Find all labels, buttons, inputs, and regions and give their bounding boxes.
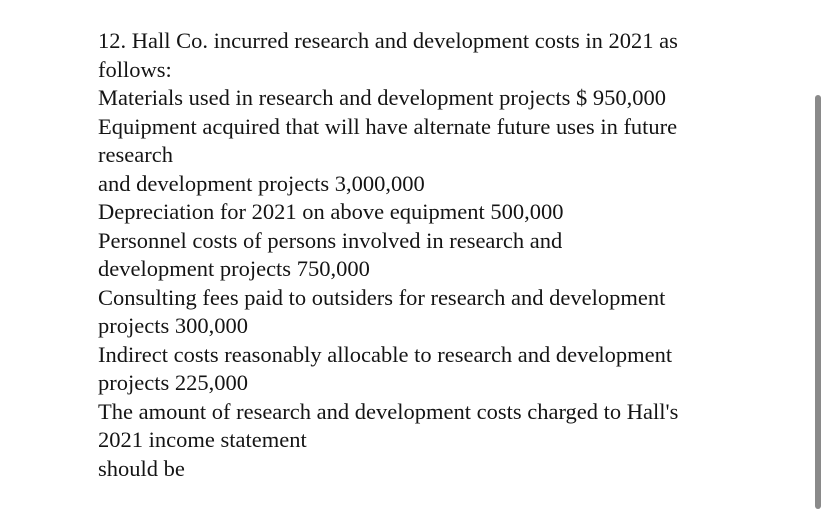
question-line: Consulting fees paid to outsiders for research and development bbox=[98, 284, 666, 310]
question-line: follows: bbox=[98, 56, 172, 82]
question-line: projects 225,000 bbox=[98, 370, 248, 395]
question-line: projects 300,000 bbox=[98, 313, 248, 338]
question-text bbox=[98, 27, 738, 483]
question-line: Depreciation for 2021 on above equipment 500,000 bbox=[98, 199, 564, 224]
question-line: and development projects 3,000,000 bbox=[98, 170, 425, 196]
question-line: The amount of research and development costs charged to Hall's bbox=[98, 398, 679, 424]
question-line: Personnel costs of persons involved in research and bbox=[98, 227, 563, 253]
vertical-scrollbar[interactable] bbox=[815, 95, 821, 509]
question-line: Indirect costs reasonably allocable to research and development bbox=[98, 341, 673, 367]
question-line: 12. Hall Co. incurred research and development costs in 2021 as bbox=[98, 28, 678, 53]
question-line: should be bbox=[98, 455, 185, 481]
question-line: Materials used in research and development projects $ 950,000 bbox=[98, 85, 666, 110]
question-line: research bbox=[98, 142, 173, 167]
question-line: Equipment acquired that will have alternate future uses in future bbox=[98, 113, 678, 139]
question-line: development projects 750,000 bbox=[98, 256, 370, 281]
question-line: 2021 income statement bbox=[98, 427, 307, 452]
